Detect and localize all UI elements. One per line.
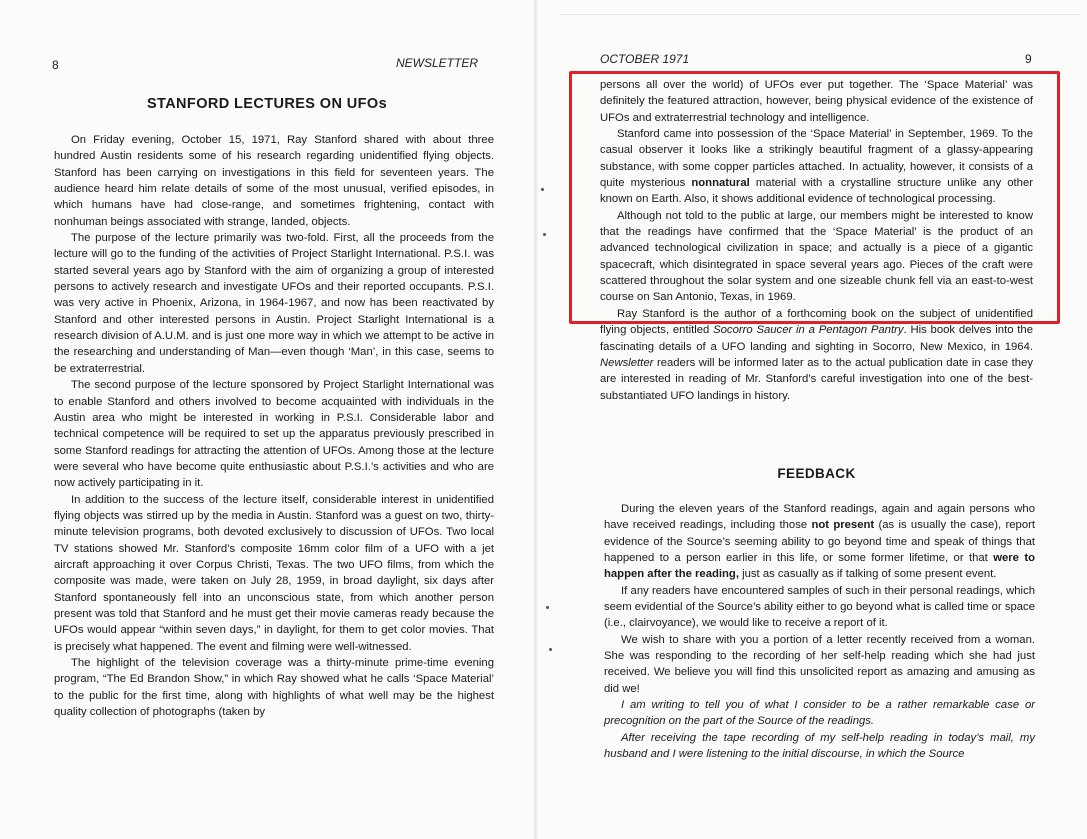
paragraph-part: readers will be informed later as to the actual publication date in case they are interested in reading of Mr. Stanford’s careful investigation into one of the best-substantiated UFO landings in history. xyxy=(600,356,1033,402)
paragraph: We wish to share with you a portion of a letter recently received from a woman. She was responding to the recording of her self-help reading which she had just received. We believe you will find this unsolicited report as amazing and amusing as did we! xyxy=(604,633,1035,695)
paragraph: On Friday evening, October 15, 1971, Ray Stanford shared with about three hundred Austin residents some of his research regarding unidentified flying objects. Stanford has been carrying on investigations in this field for seventeen years. The audience heard him relate details of some of the most unusual, verified episodes, in which humans have had close-range, and sometimes frightening, contact with nonhuman beings associated with strange, landed, objects. xyxy=(54,134,494,228)
paragraph: persons all over the world) of UFOs ever put together. The ‘Space Material’ was definitely the featured attraction, however, being physical evidence of the existence of UFOs and extraterrestrial technology and intelligence. xyxy=(600,79,1033,124)
paragraph: The highlight of the television coverage was a thirty-minute prime-time evening program, “The Ed Brandon Show,” in which Ray showed what he calls ‘Space Material’ to the public for the first time, along with highlights of what well may be the highest quality collection of photographs (taken by xyxy=(54,657,494,719)
book-title: Socorro Saucer in a Pentagon Pantry xyxy=(713,324,904,337)
paragraph xyxy=(604,501,1035,583)
paragraph: If any readers have encountered samples of such in their personal readings, which seem evidential of the Source’s ability either to go beyond what is called time or space (i.e., clairvoyance), we would like to receive a report of it. xyxy=(604,584,1035,630)
left-running-head: NEWSLETTER xyxy=(396,56,479,70)
paragraph-part: (as is usually the case), report evidence of the Source’s seeming ability to go beyond time and speak of things that happened to a person earlier in this life, or some former lifetime, or that xyxy=(604,519,1035,565)
bold-term: were to happen after the reading, xyxy=(604,552,1035,581)
paragraph: In addition to the success of the lecture itself, considerable interest in unidentified flying objects was stirred up by the media in Austin. Stanford was a guest on two, thirty-minute television programs, both devoted exclusively to discussion of UFOs. Two local TV stations showed Mr. Stanford’s composite 16mm color film of a UFO with a jet aircraft approaching it over Corpus Christi, Texas. The two UFO films, from which the composite was made, were taken on July 28, 1959, in broad daylight, six days after Stanford spontaneously fell into an unconscious state, from which another person present was told that Stanford and he must get their movie cameras ready because the UFOs would appear “within seven days,” in daylight, for them to get color movies. That is precisely what happened. The event and filming were well-witnessed. xyxy=(54,493,494,653)
left-page-number: 8 xyxy=(52,58,59,72)
quoted-letter-paragraph: After receiving the tape recording of my self-help reading in today’s mail, my husband and I were listening to the initial discourse, in which the Source xyxy=(604,731,1035,761)
quoted-letter-paragraph: I am writing to tell you of what I consider to be a rather remarkable case or precognition on the part of the Source of the readings. xyxy=(604,699,1035,728)
paragraph: Although not told to the public at large, our members might be interested to know that the readings have confirmed that the ‘Space Material’ is the product of an advanced technological civilization in space; and actually is a piece of a gigantic spacecraft, which disintegrated in space several years ago. Pieces of the craft were scattered throughout the solar system and one sizeable chunk fell via an east-to-west course on San Antonio, Texas, in 1969. xyxy=(600,209,1033,304)
paragraph: The purpose of the lecture primarily was two-fold. First, all the proceeds from the lecture will go to the funding of the activities of Project Starlight International. P.S.I. was started several years ago by Stanford with the aim of organizing a group of interested persons to actively research and investigate UFOs and their reported occupants. P.S.I. was very active in Phoenix, Arizona, in 1964-1967, and now has been reactivated by Stanford and other interested persons in Austin. Project Starlight International is a research division of A.U.M. and is just one more way in which we attempt to be active in the researching and understanding of Man—even though ‘Man’, in this case, seems to be extraterrestrial. xyxy=(54,232,494,375)
paragraph xyxy=(600,306,1033,404)
bold-term: nonnatural xyxy=(691,177,750,190)
paragraph-part: During the eleven years of the Stanford readings, again and again persons who have received readings, including those xyxy=(604,503,1035,532)
paragraph xyxy=(600,126,1033,208)
top-edge-line xyxy=(560,14,1080,15)
left-column-text xyxy=(54,132,494,720)
scan-speck xyxy=(549,648,552,651)
right-column-top-text xyxy=(600,77,1033,404)
bold-term: not present xyxy=(811,519,875,532)
right-page-number: 9 xyxy=(1025,52,1032,66)
scan-speck xyxy=(541,188,544,191)
right-column-feedback-text xyxy=(604,501,1035,763)
paragraph: The second purpose of the lecture sponsored by Project Starlight International was to enable Stanford and others involved to become acquainted with individuals in the Austin area who might be interested in working in P.S.I. Considerable labor and technical competence will be required to set up the apparatus previously prescribed in some Stanford readings for attracting the attention of UFOs. Among those at the lecture were several who have become quite enthusiastic about P.S.I.’s activities and who are now actively participating in it. xyxy=(54,379,494,490)
scan-speck xyxy=(543,233,546,236)
newsletter-name: Newsletter xyxy=(600,356,654,369)
paragraph-part: Ray Stanford is the author of a forthcoming book on the subject of unidentified flying objects, entitled xyxy=(600,307,1033,337)
right-running-head: OCTOBER 1971 xyxy=(600,52,690,66)
paragraph-part: material with a crystalline structure unlike any other known on Earth. Also, it shows additional evidence of technological processing. xyxy=(600,177,1033,206)
paragraph-part: Stanford came into possession of the ‘Space Material’ in September, 1969. To the casual observer it looks like a strikingly beautiful fragment of a glassy-appearing substance, with some copper particles attached. In actuality, however, it consists of a quite mysterious xyxy=(600,128,1033,190)
scan-speck xyxy=(546,606,549,609)
paragraph-part: . His book delves into the fascinating details of a UFO landing and sighting in Socorro, New Mexico, in 1964. xyxy=(600,324,1033,353)
feedback-heading: FEEDBACK xyxy=(777,466,856,481)
article-title: STANFORD LECTURES ON UFOs xyxy=(146,96,388,112)
paragraph-part: just as casually as if talking of some present event. xyxy=(738,568,997,581)
